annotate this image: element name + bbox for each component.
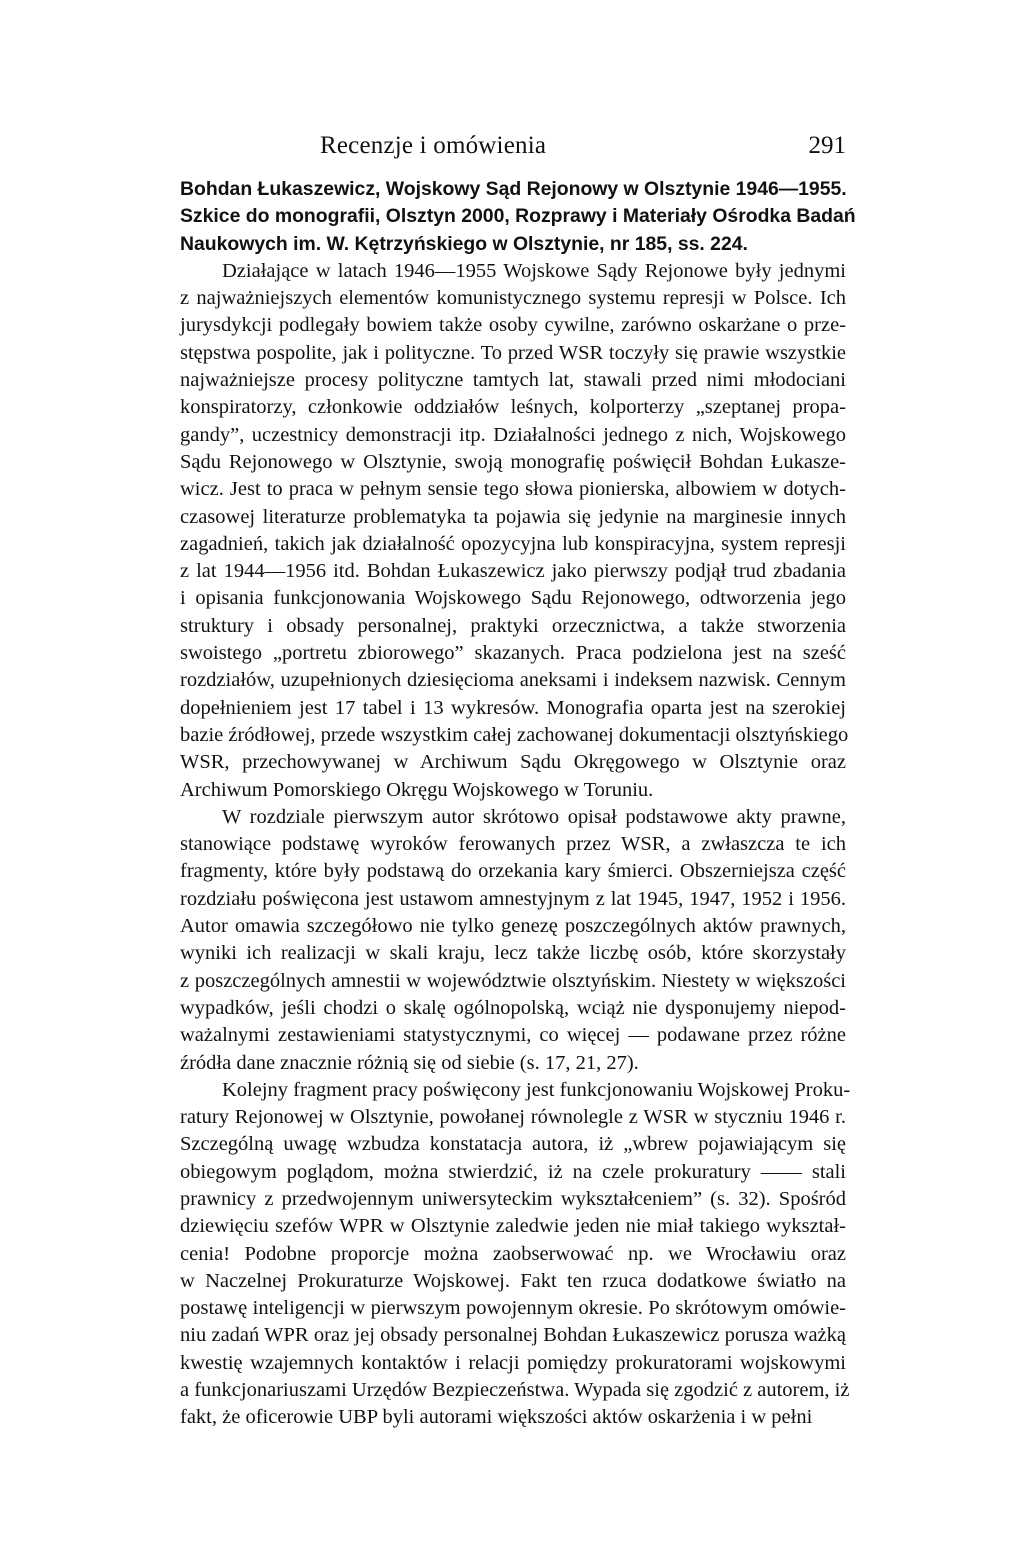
paragraph-line: fragmenty, które były podstawą do orzekania kary śmierci. Obszerniejsza część	[180, 860, 846, 883]
paragraph-line: stępstwa pospolite, jak i polityczne. To przed WSR toczyły się prawie wszystkie	[180, 341, 846, 364]
bibliographic-entry	[180, 176, 856, 258]
paragraph-line: Działające w latach 1946—1955 Wojskowe Sądy Rejonowe były jednymi	[222, 259, 846, 282]
paragraph-line: stanowiące podstawę wyroków ferowanych przez WSR, a zwłaszcza te ich	[180, 833, 846, 856]
paragraph-line: kwestię wzajemnych kontaktów i relacji pomiędzy prokuratorami wojskowymi	[180, 1351, 846, 1374]
paragraph	[180, 1077, 851, 1432]
paragraph-line: a funkcjonariuszami Urzędów Bezpieczeństwa. Wypada się zgodzić z autorem, iż	[180, 1379, 850, 1402]
paragraph	[180, 804, 846, 1077]
page-number: 291	[808, 132, 846, 159]
paragraph-line: źródła dane znacznie różnią się od siebie (s. 17, 21, 27).	[180, 1051, 639, 1074]
paragraph-line: obiegowym poglądom, można stwierdzić, iż na czele prokuratury —— stali	[180, 1160, 846, 1183]
paragraph-line: jurysdykcji podlegały bowiem także osoby cywilne, zarówno oskarżane o prze-	[180, 314, 846, 337]
paragraph-line: dziewięciu szefów WPR w Olsztynie zaledwie jeden nie miał takiego wykształ-	[180, 1215, 846, 1238]
paragraph-line: swoistego „portretu zbiorowego” skazanych. Praca podzielona jest na sześć	[180, 642, 846, 665]
paragraph-line: i opisania funkcjonowania Wojskowego Sądu Rejonowego, odtworzenia jego	[180, 587, 846, 610]
paragraph-line: bazie źródłowej, przede wszystkim całej zachowanej dokumentacji olsztyńskiego	[180, 723, 849, 746]
bibliography-line: Naukowych im. W. Kętrzyńskiego w Olsztynie, nr 185, ss. 224.	[180, 232, 748, 255]
running-head-title: Recenzje i omówienia	[320, 132, 547, 159]
paragraph-line: dopełnieniem jest 17 tabel i 13 wykresów. Monografia oparta jest na szerokiej	[180, 696, 846, 719]
paragraph-line: prawnicy z przedwojennym uniwersyteckim wykształceniem” (s. 32). Spośród	[180, 1187, 846, 1210]
paragraph-line: z lat 1944—1956 itd. Bohdan Łukaszewicz jako pierwszy podjął trud zbadania	[180, 560, 846, 583]
paragraph-line: cenia! Podobne proporcje można zaobserwować np. we Wrocławiu oraz	[180, 1242, 846, 1265]
paragraph-line: struktury i obsady personalnej, praktyki orzecznictwa, a także stworzenia	[180, 614, 846, 637]
paragraph-line: postawę inteligencji w pierwszym powojennym okresie. Po skrótowym omówie-	[180, 1297, 846, 1320]
paragraph-line: fakt, że oficerowie UBP byli autorami większości aktów oskarżenia i w pełni	[180, 1406, 813, 1429]
paragraph-line: wicz. Jest to praca w pełnym sensie tego słowa pionierska, albowiem w dotych-	[180, 478, 846, 501]
running-head	[180, 128, 846, 164]
paragraph-line: ratury Rejonowej w Olsztynie, powołanej równolegle z WSR w styczniu 1946 r.	[180, 1106, 846, 1129]
paragraph-line: czasowej literaturze problematyka ta pojawia się jedynie na marginesie innych	[180, 505, 846, 528]
paragraph-line: WSR, przechowywanej w Archiwum Sądu Okręgowego w Olsztynie oraz	[180, 751, 846, 774]
paragraph-line: zagadnień, takich jak działalność opozycyjna lub konspiracyjna, system represji	[180, 532, 846, 555]
paragraph-line: ważalnymi zestawieniami statystycznymi, co więcej — podawane przez różne	[180, 1024, 846, 1047]
review-body	[180, 176, 856, 1432]
paragraph-line: najważniejsze procesy polityczne tamtych lat, stawali przed nimi młodociani	[180, 369, 846, 392]
paragraph-line: Autor omawia szczegółowo nie tylko genezę poszczególnych aktów prawnych,	[180, 915, 846, 938]
paragraph-line: konspiratorzy, członkowie oddziałów leśnych, kolporterzy „szeptanej propa-	[180, 396, 846, 419]
paragraph-line: z najważniejszych elementów komunistycznego systemu represji w Polsce. Ich	[180, 287, 846, 310]
paragraph-line: rozdziałów, uzupełnionych dziesięcioma aneksami i indeksem nazwisk. Cennym	[180, 669, 846, 692]
paragraph	[180, 258, 849, 804]
paragraph-line: wypadków, jeśli chodzi o skalę ogólnopolską, wciąż nie dysponujemy niepod-	[180, 996, 846, 1019]
paragraph-line: Kolejny fragment pracy poświęcony jest funkcjonowaniu Wojskowej Proku-	[222, 1078, 851, 1101]
paragraph-line: niu zadań WPR oraz jej obsady personalnej Bohdan Łukaszewicz porusza ważką	[180, 1324, 846, 1347]
review-paragraphs	[180, 258, 851, 1432]
paragraph-line: Sądu Rejonowego w Olsztynie, swoją monografię poświęcił Bohdan Łukasze-	[180, 450, 846, 473]
paragraph-line: W rozdziale pierwszym autor skrótowo opisał podstawowe akty prawne,	[222, 805, 846, 828]
paragraph-line: rozdziału poświęcona jest ustawom amnestyjnym z lat 1945, 1947, 1952 i 1956.	[180, 887, 846, 910]
paragraph-line: gandy”, uczestnicy demonstracji itp. Działalności jednego z nich, Wojskowego	[180, 423, 846, 446]
paragraph-line: wyniki ich realizacji w skali kraju, lecz także liczbę osób, które skorzystały	[180, 942, 846, 965]
paragraph-line: Archiwum Pomorskiego Okręgu Wojskowego w Toruniu.	[180, 778, 654, 801]
bibliography-line: Szkice do monografii, Olsztyn 2000, Rozprawy i Materiały Ośrodka Badań	[180, 205, 856, 228]
paragraph-line: z poszczególnych amnestii w województwie olsztyńskim. Niestety w większości	[180, 969, 846, 992]
bibliography-line: Bohdan Łukaszewicz, Wojskowy Sąd Rejonowy w Olsztynie 1946—1955.	[180, 178, 847, 200]
paragraph-line: w Naczelnej Prokuraturze Wojskowej. Fakt ten rzuca dodatkowe światło na	[180, 1269, 846, 1292]
paragraph-line: Szczególną uwagę wzbudza konstatacja autora, iż „wbrew pojawiającym się	[180, 1133, 846, 1156]
